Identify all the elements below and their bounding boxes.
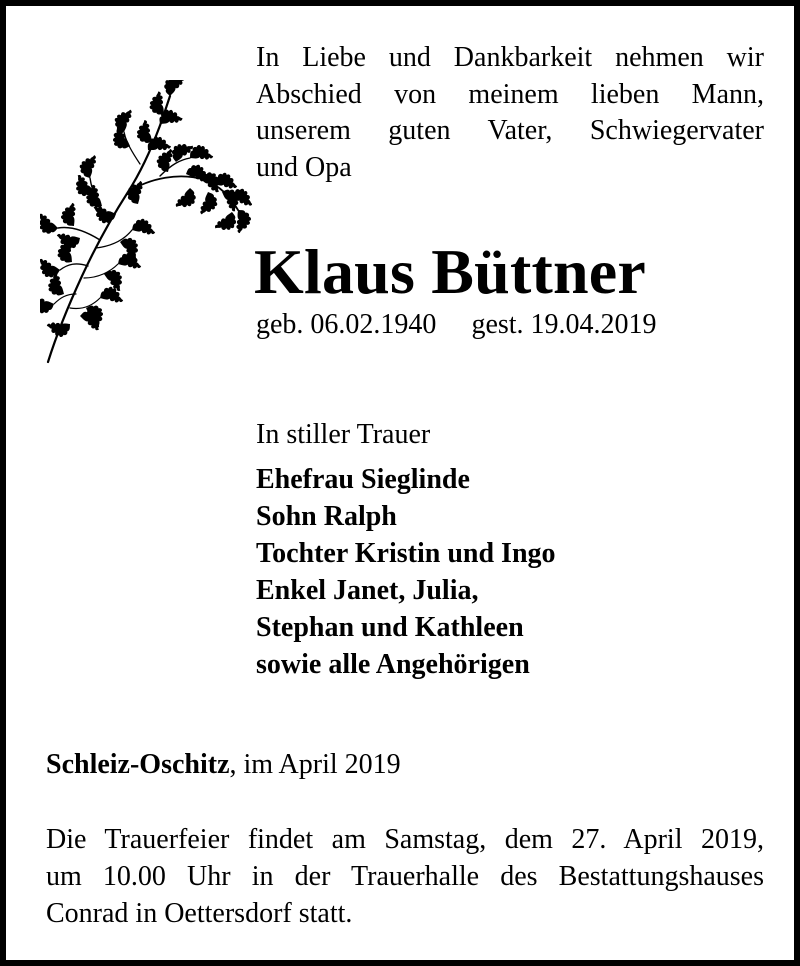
intro-line: In Liebe und Dankbarkeit nehmen wir: [256, 42, 764, 73]
list-item: Enkel Janet, Julia,: [256, 575, 479, 606]
list-item: Ehefrau Sieglinde: [256, 464, 470, 495]
mourning-heading: In stiller Trauer: [256, 419, 431, 450]
intro-line: unserem guten Vater, Schwiegervater: [256, 115, 764, 146]
ceremony-line: Die Trauerfeier findet am Samstag, dem 27. April 2019,: [46, 824, 764, 855]
ceremony-line: Conrad in Oettersdorf statt.: [46, 898, 353, 929]
ceremony-line: um 10.00 Uhr in der Trauerhalle des Bestattungshauses: [46, 861, 764, 892]
list-item: Tochter Kristin und Ingo: [256, 538, 556, 569]
place-date-line: [46, 747, 401, 783]
intro-line: und Opa: [256, 151, 352, 183]
birth-date: geb. 06.02.1940: [256, 309, 437, 340]
place-date: , im April 2019: [229, 749, 401, 780]
list-item: Stephan und Kathleen: [256, 612, 524, 643]
mourners-list: [256, 461, 556, 683]
list-item: sowie alle Angehörigen: [256, 649, 530, 680]
death-date: gest. 19.04.2019: [471, 309, 657, 340]
intro-text: [256, 40, 764, 186]
deceased-name: Klaus Büttner: [254, 236, 646, 307]
life-dates: [256, 307, 657, 343]
intro-line: Abschied von meinem lieben Mann,: [256, 78, 764, 110]
list-item: Sohn Ralph: [256, 501, 397, 532]
fern-branch-icon: [40, 80, 252, 370]
ceremony-text: [46, 821, 764, 932]
place-town: Schleiz-Oschitz: [46, 749, 230, 780]
